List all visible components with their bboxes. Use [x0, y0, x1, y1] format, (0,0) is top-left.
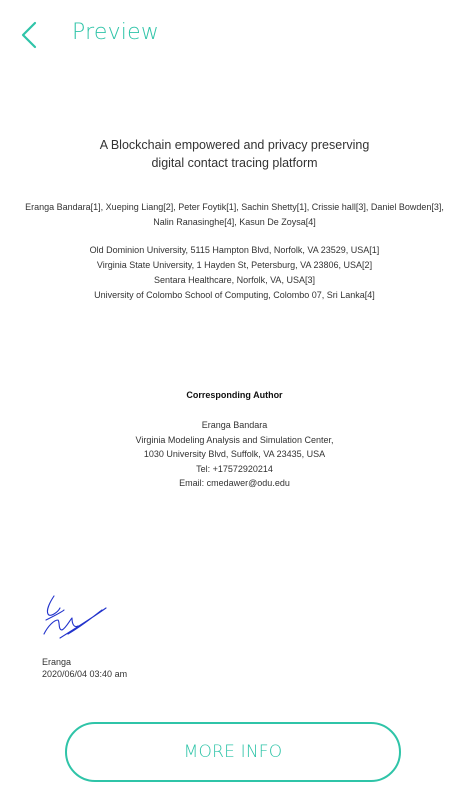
more-info-label: MORE INFO [183, 742, 283, 762]
signer-name: Eranga [42, 657, 72, 667]
signer-info [42, 656, 127, 680]
corresponding-name: Eranga Bandara [201, 420, 268, 430]
back-button[interactable] [14, 18, 48, 52]
affiliation-4: University of Colombo School of Computing, Colombo 07, Sri Lanka[4] [94, 290, 375, 300]
page-title: Preview [72, 20, 160, 45]
corresponding-email: Email: cmedawer@odu.edu [179, 478, 290, 488]
corresponding-author-heading: Corresponding Author [186, 390, 283, 400]
paper-title-line-2: digital contact tracing platform [151, 156, 318, 170]
more-info-button[interactable] [65, 722, 401, 782]
affiliation-1: Old Dominion University, 5115 Hampton Blvd, Norfolk, VA 23529, USA[1] [89, 245, 380, 255]
top-bar [0, 0, 469, 70]
affiliation-2: Virginia State University, 1 Hayden St, Petersburg, VA 23806, USA[2] [96, 260, 373, 270]
corresponding-address: 1030 University Blvd, Suffolk, VA 23435, USA [143, 449, 326, 459]
authors-line-1: Eranga Bandara[1], Xueping Liang[2], Peter Foytik[1], Sachin Shetty[1], Crissie hall[3], Daniel Bowden[3], [25, 202, 444, 212]
signature-image [40, 590, 112, 642]
authors-line-2: Nalin Ranasinghe[4], Kasun De Zoysa[4] [153, 217, 316, 227]
signed-timestamp: 2020/06/04 03:40 am [42, 669, 128, 679]
chevron-left-icon [14, 18, 48, 52]
corresponding-phone: Tel: +17572920214 [196, 463, 273, 474]
affiliation-3: Sentara Healthcare, Norfolk, VA, USA[3] [154, 275, 315, 285]
paper-title-line-1: A Blockchain empowered and privacy preserving [99, 138, 370, 152]
corresponding-author-details [0, 418, 469, 491]
affiliation-list [0, 243, 469, 303]
corresponding-organization: Virginia Modeling Analysis and Simulation Center, [135, 434, 334, 445]
author-list [0, 200, 469, 230]
paper-title [0, 136, 469, 172]
